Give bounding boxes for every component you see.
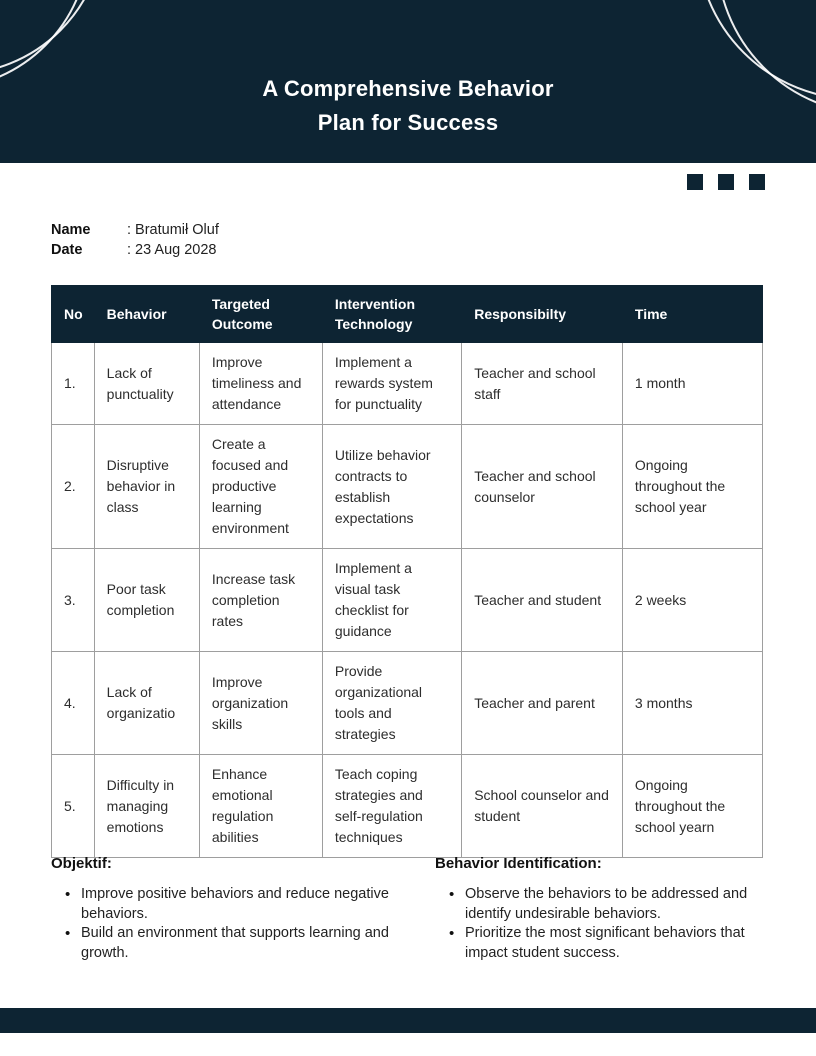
- date-value: : 23 Aug 2028: [127, 241, 217, 258]
- table-column-header: Behavior: [94, 286, 199, 343]
- section-behavior-identification: [435, 855, 765, 963]
- table-row: [52, 425, 763, 549]
- square-icon: [687, 174, 703, 190]
- bottom-sections: [51, 855, 765, 963]
- behavior-plan-table: [51, 285, 763, 858]
- table-cell: 5.: [52, 755, 95, 858]
- table-column-header: Targeted Outcome: [199, 286, 322, 343]
- table-cell: Teacher and parent: [462, 652, 623, 755]
- bullet-item: • Improve positive behaviors and reduce negative behaviors.: [65, 885, 403, 924]
- table-cell: Difficulty in managing emotions: [94, 755, 199, 858]
- table-cell: 2.: [52, 425, 95, 549]
- table-row: [52, 755, 763, 858]
- section-heading: Behavior Identification:: [435, 855, 602, 872]
- table-column-header: Intervention Technology: [322, 286, 461, 343]
- bullet-item: • Observe the behaviors to be addressed and identify undesirable behaviors.: [449, 885, 765, 924]
- table-cell: 3 months: [622, 652, 762, 755]
- table-cell: 1.: [52, 343, 95, 425]
- table-cell: Teacher and school staff: [462, 343, 623, 425]
- table-cell: Increase task completion rates: [199, 549, 322, 652]
- table-row: [52, 652, 763, 755]
- table-column-header: Responsibilty: [462, 286, 623, 343]
- table-cell: Improve organization skills: [199, 652, 322, 755]
- table-cell: Teacher and student: [462, 549, 623, 652]
- table-cell: Teacher and school counselor: [462, 425, 623, 549]
- table-cell: 3.: [52, 549, 95, 652]
- table-cell: Improve timeliness and attendance: [199, 343, 322, 425]
- bullet-item: • Build an environment that supports learning and growth.: [65, 924, 403, 963]
- table-cell: Poor task completion: [94, 549, 199, 652]
- table-column-header: Time: [622, 286, 762, 343]
- header-banner: [0, 0, 816, 163]
- table-header-row: [52, 286, 763, 343]
- date-label: Date: [51, 241, 83, 258]
- bullet-list: [435, 885, 765, 963]
- table-cell: School counselor and student: [462, 755, 623, 858]
- table-cell: Teach coping strategies and self-regulation techniques: [322, 755, 461, 858]
- table-cell: Utilize behavior contracts to establish expectations: [322, 425, 461, 549]
- section-heading: Objektif:: [51, 855, 112, 872]
- meta-row-date: [51, 241, 219, 261]
- meta-row-name: [51, 221, 219, 241]
- table-cell: 2 weeks: [622, 549, 762, 652]
- table-body: [52, 343, 763, 858]
- table-cell: Create a focused and productive learning environment: [199, 425, 322, 549]
- name-label: Name: [51, 222, 91, 238]
- bullet-list: [51, 885, 403, 963]
- table-row: [52, 343, 763, 425]
- square-icon: [718, 174, 734, 190]
- page-title-line1: A Comprehensive Behavior: [262, 76, 554, 101]
- page-title-line2: Plan for Success: [317, 110, 499, 135]
- section-objectives: [51, 855, 403, 963]
- table-cell: Implement a rewards system for punctuality: [322, 343, 461, 425]
- footer-bar: [0, 1008, 816, 1033]
- table-cell: Lack of organizatio: [94, 652, 199, 755]
- table-cell: Lack of punctuality: [94, 343, 199, 425]
- table-cell: 1 month: [622, 343, 762, 425]
- table-cell: Ongoing throughout the school year: [622, 425, 762, 549]
- table-cell: Implement a visual task checklist for guidance: [322, 549, 461, 652]
- table-cell: Disruptive behavior in class: [94, 425, 199, 549]
- square-icon: [749, 174, 765, 190]
- table-cell: Provide organizational tools and strategies: [322, 652, 461, 755]
- table-cell: 4.: [52, 652, 95, 755]
- student-meta: [51, 221, 219, 260]
- name-value: : Bratumił Oluf: [127, 222, 219, 238]
- page-title: [0, 72, 816, 140]
- table-cell: Ongoing throughout the school yearn: [622, 755, 762, 858]
- table-row: [52, 549, 763, 652]
- decorative-squares: [687, 174, 765, 190]
- bullet-item: • Prioritize the most significant behaviors that impact student success.: [449, 924, 765, 963]
- table-column-header: No: [52, 286, 95, 343]
- table-cell: Enhance emotional regulation abilities: [199, 755, 322, 858]
